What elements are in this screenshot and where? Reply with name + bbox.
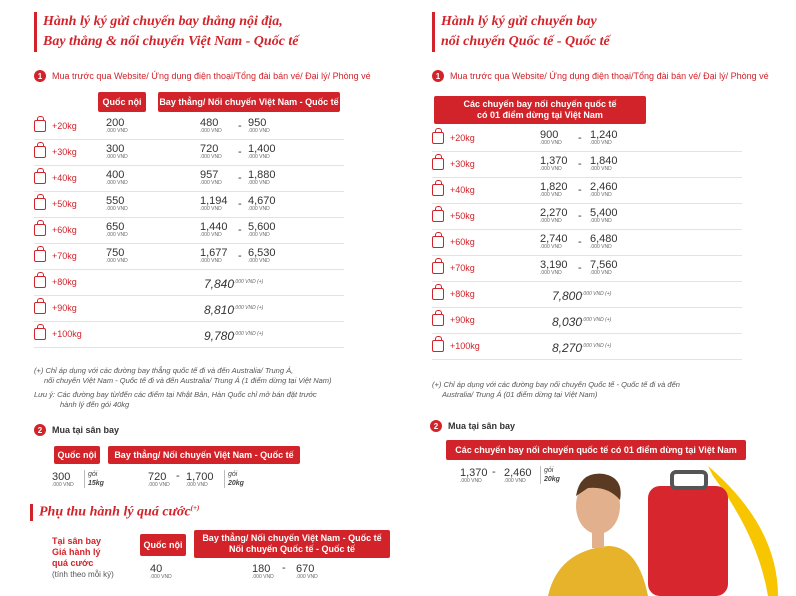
price-value: 1,880 [248,169,276,181]
airport-intl-max [186,472,214,488]
right-airport-max [504,468,532,484]
right-step1 [432,70,769,82]
intl-min-price [540,208,568,224]
price-unit: .000 VND [248,180,270,186]
intl-max-price [248,144,276,160]
price-dash: - [238,250,242,262]
single-price [204,277,263,291]
airport-domestic-header: Quốc nội [54,446,100,464]
luggage-icon [34,276,46,288]
domestic-price [106,248,128,264]
red-suitcase-icon [648,486,728,596]
weight-label: +20kg [52,121,77,131]
luggage-icon [432,288,444,300]
price-row [34,244,344,270]
intl-max-price [248,170,276,186]
price-unit: .000 VND [540,218,562,224]
price-value: 950 [248,117,267,129]
left-step1 [34,70,371,82]
price-dash: - [578,210,582,222]
airport-intl-min [148,472,170,488]
traveler-illustration [538,466,778,596]
pack-label: gói [228,471,238,478]
price-unit: .000 VND [150,574,172,580]
price-value: 180 [252,563,271,575]
surcharge-title [30,504,199,521]
price-unit: .000 VND [460,478,482,484]
intl-min-price [200,170,222,186]
price-unit: .000 VND [200,128,222,134]
step-number: 1 [34,70,46,82]
price-value: 1,820 [540,181,568,193]
price-dash: - [578,262,582,274]
price-value: 1,400 [248,143,276,155]
price-unit: .000 VND [200,154,222,160]
single-price [552,341,611,355]
left-note-line4: hành lý đến gói 40kg [60,400,130,409]
right-intl-header-line2: có 01 điểm dừng tại Việt Nam [477,110,603,120]
intl-max-price [248,222,276,238]
weight-label: +60kg [450,237,475,247]
pack-kg: 20kg [544,476,560,483]
price-unit: .000 VND [200,232,222,238]
price-unit: .000 VND [248,232,270,238]
weight-label: +90kg [52,303,77,313]
price-unit: .000 VND [106,258,128,264]
weight-label: +80kg [52,277,77,287]
price-unit: .000 VND [590,270,612,276]
step-text: Mua trước qua Website/ Ứng dụng điện thoại/Tổng đài bán vé/ Đại lý/ Phòng vé [450,71,769,81]
step-number: 2 [430,420,442,432]
price-unit: .000 VND [296,574,318,580]
right-step2 [430,420,515,432]
price-value: 8,030 [552,315,583,329]
airport-domestic-pack [84,470,104,488]
price-unit: .000 VND [186,482,208,488]
price-value: 200 [106,117,125,129]
price-value: 670 [296,563,315,575]
price-value: 1,194 [200,195,228,207]
intl-min-price [200,248,228,264]
price-dash: - [578,158,582,170]
luggage-icon [34,302,46,314]
weight-label: +30kg [450,159,475,169]
surcharge-intl-header [194,530,390,558]
price-value: 7,840 [204,277,235,291]
step-text: Mua trước qua Website/ Ứng dụng điện thoại/Tổng đài bán vé/ Đại lý/ Phòng vé [52,71,371,81]
price-unit: .000 VND (+) [582,291,612,297]
airport-intl-pack [224,470,244,488]
luggage-icon [432,210,444,222]
price-unit: .000 VND [248,206,270,212]
surcharge-intl-header-line2: Nối chuyến Quốc tế - Quốc tế [228,544,355,554]
price-row [432,308,742,334]
price-dash: - [238,224,242,236]
price-unit: .000 VND [248,154,270,160]
price-row [432,282,742,308]
price-unit: .000 VND [148,482,170,488]
price-value: 4,670 [248,195,276,207]
price-value: 400 [106,169,125,181]
price-value: 550 [106,195,125,207]
price-value: 3,190 [540,259,568,271]
price-value: 7,800 [552,289,583,303]
yellow-shirt [548,546,648,596]
intl-min-price [200,222,228,238]
surcharge-label-line4: (tính theo mỗi ký) [52,570,114,579]
intl-min-price [540,156,568,172]
left-note-line1: (+) Chỉ áp dụng với các đường bay thẳng quốc tế đi và đến Australia/ Trung Á, [34,366,294,375]
neck [592,532,604,548]
price-unit: .000 VND [540,192,562,198]
price-value: 1,440 [200,221,228,233]
suitcase-handle-icon [672,472,706,488]
airport-domestic-price [52,472,74,488]
domestic-price [106,222,128,238]
price-dash: - [238,120,242,132]
price-row [34,322,344,348]
price-value: 480 [200,117,219,129]
price-row [34,166,344,192]
left-note [34,366,384,410]
domestic-price [106,196,128,212]
price-unit: .000 VND [590,218,612,224]
surcharge-title-sup: (+) [190,504,200,512]
right-note-line1: (+) Chỉ áp dụng với các đường bay nối chuyến Quốc tế - Quốc tế đi và đến [432,380,680,389]
weight-label: +20kg [450,133,475,143]
luggage-icon [432,184,444,196]
price-unit: .000 VND (+) [234,279,264,285]
price-unit: .000 VND [106,128,128,134]
intl-min-price [200,144,222,160]
luggage-icon [34,146,46,158]
price-unit: .000 VND [252,574,274,580]
right-note-line2: Australia/ Trung Á (01 điểm dừng tại Việt Nam) [442,390,598,399]
price-unit: .000 VND (+) [234,305,264,311]
price-unit: .000 VND [52,482,74,488]
price-value: 8,810 [204,303,235,317]
price-unit: .000 VND [540,140,562,146]
surcharge-intl-header-line1: Bay thẳng/ Nối chuyến Việt Nam - Quốc tế [202,533,382,543]
weight-label: +80kg [450,289,475,299]
price-row [432,152,742,178]
weight-label: +50kg [52,199,77,209]
intl-max-price [248,248,276,264]
price-dash: - [238,172,242,184]
price-dash: - [238,146,242,158]
price-dash: - [176,470,180,482]
left-note-line3: Lưu ý: Các đường bay từ/đến các điểm tại Nhật Bản, Hàn Quốc chỉ mở bán đặt trước [34,390,317,399]
price-value: 6,480 [590,233,618,245]
price-value: 1,840 [590,155,618,167]
price-dash: - [282,562,286,574]
left-title-line1: Hành lý ký gửi chuyến bay thẳng nội địa, [43,14,283,29]
price-dash: - [578,236,582,248]
right-airport-min [460,468,488,484]
price-unit: .000 VND [540,244,562,250]
price-dash: - [492,466,496,478]
intl-header: Bay thẳng/ Nối chuyến Việt Nam - Quốc tế [158,92,340,112]
price-value: 957 [200,169,219,181]
weight-label: +60kg [52,225,77,235]
price-value: 900 [540,129,559,141]
price-unit: .000 VND [590,166,612,172]
price-row [432,230,742,256]
luggage-icon [432,236,444,248]
single-price [204,303,263,317]
pack-label: gói [544,467,554,474]
right-intl-header [434,96,646,124]
luggage-icon [34,172,46,184]
price-value: 1,370 [460,467,488,479]
price-value: 2,270 [540,207,568,219]
left-title-line2: Bay thẳng & nối chuyến Việt Nam - Quốc tế [43,34,299,49]
intl-max-price [590,260,618,276]
weight-label: +100kg [52,329,82,339]
pack-label: gói [88,471,98,478]
domestic-price [106,144,128,160]
weight-label: +100kg [450,341,480,351]
luggage-icon [432,262,444,274]
price-unit: .000 VND [106,232,128,238]
price-value: 40 [150,563,163,575]
intl-min-price [540,130,562,146]
price-row [432,256,742,282]
intl-max-price [590,208,618,224]
price-row [432,334,742,360]
price-unit: .000 VND [200,180,222,186]
weight-label: +30kg [52,147,77,157]
luggage-icon [432,132,444,144]
price-dash: - [238,198,242,210]
price-row [34,296,344,322]
right-intl-header-line1: Các chuyến bay nối chuyến quốc tế [463,99,617,109]
right-title [432,12,610,52]
price-unit: .000 VND (+) [582,317,612,323]
price-value: 1,700 [186,471,214,483]
right-note [432,380,782,400]
price-value: 300 [106,143,125,155]
intl-min-price [540,234,568,250]
weight-label: +90kg [450,315,475,325]
price-unit: .000 VND (+) [234,331,264,337]
price-unit: .000 VND (+) [582,343,612,349]
price-row [432,178,742,204]
intl-min-price [540,182,568,198]
price-value: 7,560 [590,259,618,271]
price-row [34,270,344,296]
price-unit: .000 VND [200,258,222,264]
right-title-line2: nối chuyến Quốc tế - Quốc tế [441,34,610,49]
surcharge-domestic-price [150,564,172,580]
pack-kg: 15kg [88,480,104,487]
surcharge-intl-min [252,564,274,580]
price-value: 2,460 [590,181,618,193]
price-value: 5,600 [248,221,276,233]
surcharge-domestic-header: Quốc nội [140,534,186,556]
step-text: Mua tại sân bay [448,421,516,431]
intl-min-price [200,118,222,134]
price-value: 2,460 [504,467,532,479]
price-unit: .000 VND [248,128,270,134]
price-unit: .000 VND [106,206,128,212]
price-row [34,218,344,244]
airport-intl-header: Bay thẳng/ Nối chuyến Việt Nam - Quốc tế [108,446,300,464]
weight-label: +70kg [52,251,77,261]
single-price [204,329,263,343]
luggage-icon [34,250,46,262]
luggage-icon [432,340,444,352]
surcharge-intl-max [296,564,318,580]
price-unit: .000 VND [590,244,612,250]
intl-max-price [590,182,618,198]
price-unit: .000 VND [504,478,526,484]
price-value: 300 [52,471,71,483]
luggage-icon [34,120,46,132]
intl-min-price [540,260,568,276]
price-unit: .000 VND [106,180,128,186]
luggage-icon [432,158,444,170]
intl-max-price [248,118,270,134]
left-note-line2: nối chuyến Việt Nam - Quốc tế đi và đến Australia/ Trung Á (1 điểm dừng tại Việt Nam) [44,376,332,385]
price-unit: .000 VND [590,140,612,146]
left-step2 [34,424,119,436]
price-unit: .000 VND [248,258,270,264]
pack-kg: 20kg [228,480,244,487]
price-unit: .000 VND [540,166,562,172]
price-value: 5,400 [590,207,618,219]
price-row [34,114,344,140]
single-price [552,315,611,329]
price-unit: .000 VND [200,206,222,212]
step-number: 2 [34,424,46,436]
domestic-price [106,118,128,134]
price-value: 1,370 [540,155,568,167]
price-row [432,126,742,152]
right-airport-header: Các chuyến bay nối chuyến quốc tế có 01 điểm dừng tại Việt Nam [446,440,746,460]
price-value: 2,740 [540,233,568,245]
right-title-line1: Hành lý ký gửi chuyến bay [441,14,597,29]
price-unit: .000 VND [590,192,612,198]
intl-min-price [200,196,228,212]
price-unit: .000 VND [106,154,128,160]
price-value: 720 [148,471,167,483]
weight-label: +50kg [450,211,475,221]
surcharge-label [52,536,114,580]
luggage-icon [34,328,46,340]
price-row [34,192,344,218]
price-value: 9,780 [204,329,235,343]
price-value: 750 [106,247,125,259]
price-value: 6,530 [248,247,276,259]
intl-max-price [590,156,618,172]
price-dash: - [578,132,582,144]
price-row [432,204,742,230]
price-dash: - [578,184,582,196]
price-value: 1,240 [590,129,618,141]
surcharge-title-text: Phụ thu hành lý quá cước [39,504,191,520]
intl-max-price [590,130,618,146]
left-title [34,12,299,52]
surcharge-label-line2: Giá hành lý [52,547,101,557]
weight-label: +40kg [450,185,475,195]
weight-label: +40kg [52,173,77,183]
step-number: 1 [432,70,444,82]
intl-max-price [248,196,276,212]
price-value: 8,270 [552,341,583,355]
luggage-icon [432,314,444,326]
single-price [552,289,611,303]
luggage-icon [34,224,46,236]
intl-max-price [590,234,618,250]
surcharge-label-line1: Tại sân bay [52,536,102,546]
domestic-price [106,170,128,186]
price-row [34,140,344,166]
luggage-icon [34,198,46,210]
weight-label: +70kg [450,263,475,273]
step-text: Mua tại sân bay [52,425,120,435]
price-value: 720 [200,143,219,155]
price-value: 1,677 [200,247,228,259]
surcharge-label-line3: quá cước [52,558,94,568]
domestic-header: Quốc nội [98,92,146,112]
price-unit: .000 VND [540,270,562,276]
price-value: 650 [106,221,125,233]
